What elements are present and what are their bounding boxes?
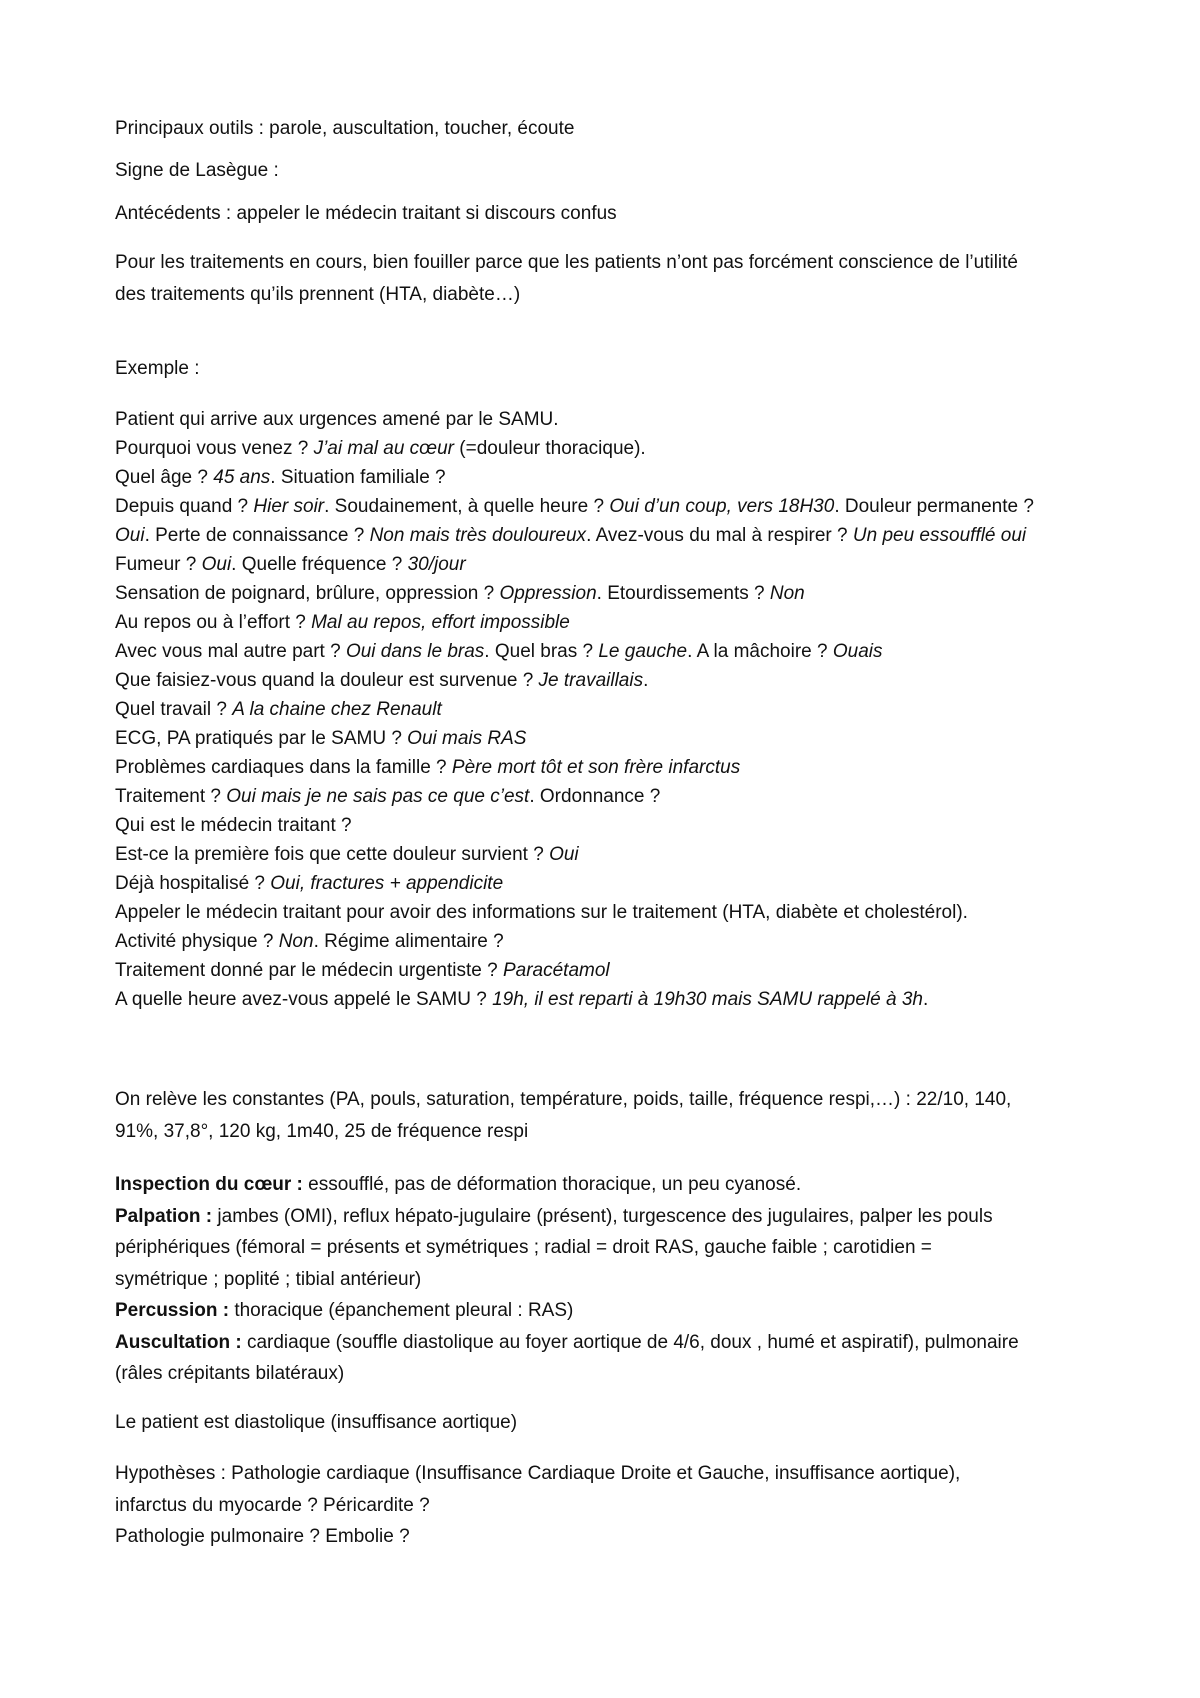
conclusion-paragraph bbox=[115, 1407, 1105, 1439]
hypotheses-line: infarctus du myocarde ? Péricardite ? bbox=[115, 1494, 430, 1516]
dialogue-line bbox=[115, 724, 1105, 753]
dialogue-line bbox=[115, 463, 1105, 492]
antecedents-paragraph bbox=[115, 198, 1105, 230]
percussion-line bbox=[115, 1295, 1105, 1327]
question-text: Est-ce la première fois que cette douleur survient ? bbox=[115, 844, 550, 865]
examen-section bbox=[115, 1169, 1105, 1390]
auscultation-line bbox=[115, 1327, 1105, 1359]
dialogue-line bbox=[115, 637, 1105, 666]
question-text: Pourquoi vous venez ? bbox=[115, 438, 314, 459]
question-text: . bbox=[643, 670, 649, 691]
exemple-line: Exemple : bbox=[115, 358, 200, 379]
dialogue-line bbox=[115, 492, 1105, 521]
dialogue-line bbox=[115, 898, 1105, 927]
traitements-line: Pour les traitements en cours, bien fouiller parce que les patients n’ont pas forcément conscience de l’utilité bbox=[115, 252, 1018, 273]
question-text: (=douleur thoracique). bbox=[454, 438, 646, 459]
question-text: Au repos ou à l’effort ? bbox=[115, 612, 312, 633]
palpation-cont-line: périphériques (fémoral = présents et symétriques ; radial = droit RAS, gauche faible ; carotidien = bbox=[115, 1237, 932, 1258]
question-text: Déjà hospitalisé ? bbox=[115, 873, 271, 894]
patient-answer: Oppression bbox=[499, 583, 597, 604]
dialogue-line bbox=[115, 405, 1105, 434]
conclusion-line: Le patient est diastolique (insuffisance aortique) bbox=[115, 1412, 518, 1433]
question-text: Appeler le médecin traitant pour avoir des informations sur le traitement (HTA, diabète et cholestérol). bbox=[115, 902, 968, 923]
question-text: Quel travail ? bbox=[115, 699, 233, 720]
dialogue-line bbox=[115, 695, 1105, 724]
question-text: A quelle heure avez-vous appelé le SAMU ? bbox=[115, 989, 493, 1010]
inspection-text: essoufflé, pas de déformation thoracique, un peu cyanosé. bbox=[302, 1174, 802, 1195]
patient-answer: Oui, fractures + appendicite bbox=[270, 873, 504, 894]
question-text: Que faisiez-vous quand la douleur est survenue ? bbox=[115, 670, 539, 691]
patient-answer: Oui mais RAS bbox=[407, 728, 527, 749]
percussion-label: Percussion : bbox=[115, 1300, 230, 1321]
question-text: . Douleur permanente ? bbox=[834, 496, 1034, 517]
question-text: Activité physique ? bbox=[115, 931, 279, 952]
patient-answer: A la chaine chez Renault bbox=[232, 699, 442, 720]
question-text: . bbox=[922, 989, 929, 1010]
question-text: . Quel bras ? bbox=[484, 641, 599, 662]
dialogue-line bbox=[115, 840, 1105, 869]
question-text: Traitement ? bbox=[115, 786, 227, 807]
tools-paragraph bbox=[115, 113, 1105, 145]
exemple-heading bbox=[115, 353, 1105, 385]
traitements-paragraph bbox=[115, 247, 1105, 310]
patient-answer: Le gauche bbox=[598, 641, 688, 662]
question-text: . Situation familiale ? bbox=[270, 467, 446, 488]
dialogue-line bbox=[115, 869, 1105, 898]
question-text: . Etourdissements ? bbox=[596, 583, 770, 604]
question-text: . Régime alimentaire ? bbox=[313, 931, 504, 952]
dialogue-line bbox=[115, 666, 1105, 695]
question-text: Fumeur ? bbox=[115, 554, 202, 575]
patient-answer: 30/jour bbox=[407, 554, 466, 575]
auscultation-label: Auscultation : bbox=[115, 1331, 242, 1353]
dialogue-line bbox=[115, 985, 1105, 1014]
hypotheses-line: Hypothèses : Pathologie cardiaque (Insuffisance Cardiaque Droite et Gauche, insuffisance aortique), bbox=[115, 1463, 961, 1484]
dialogue-line bbox=[115, 927, 1105, 956]
patient-answer: Oui dans le bras bbox=[345, 641, 485, 662]
constantes-paragraph bbox=[115, 1084, 1105, 1147]
patient-answer: Paracétamol bbox=[502, 960, 610, 981]
palpation-text: jambes (OMI), reflux hépato-jugulaire (présent), turgescence des jugulaires, palper les pouls bbox=[212, 1205, 993, 1227]
question-text: . A la mâchoire ? bbox=[687, 641, 833, 662]
antecedents-line: Antécédents : appeler le médecin traitant si discours confus bbox=[115, 203, 617, 224]
patient-answer: 19h, il est reparti à 19h30 mais SAMU rappelé à 3h bbox=[492, 989, 923, 1010]
dialogue-line bbox=[115, 434, 1105, 463]
inspection-label: Inspection du cœur : bbox=[115, 1174, 303, 1195]
inspection-line bbox=[115, 1169, 1105, 1201]
dialogue-line bbox=[115, 521, 1105, 550]
question-text: . Soudainement, à quelle heure ? bbox=[324, 496, 610, 517]
patient-answer: Non mais très douloureux bbox=[369, 525, 587, 546]
dialogue-line bbox=[115, 811, 1105, 840]
patient-answer: Non bbox=[278, 931, 314, 952]
question-text: Traitement donné par le médecin urgentiste ? bbox=[115, 960, 503, 981]
patient-answer: J’ai mal au cœur bbox=[313, 438, 454, 459]
dialogue-line bbox=[115, 782, 1105, 811]
question-text: Avec vous mal autre part ? bbox=[115, 641, 346, 662]
traitements-line: des traitements qu’ils prennent (HTA, diabète…) bbox=[115, 283, 521, 305]
patient-answer: Je travaillais bbox=[538, 670, 644, 691]
dialogue-line bbox=[115, 608, 1105, 637]
lasegue-paragraph bbox=[115, 155, 1105, 187]
question-text: Patient qui arrive aux urgences amené par le SAMU. bbox=[115, 409, 559, 430]
palpation-line bbox=[115, 1201, 1105, 1233]
question-text: Qui est le médecin traitant ? bbox=[115, 815, 352, 836]
patient-answer: Hier soir bbox=[253, 496, 325, 517]
hypotheses-paragraph bbox=[115, 1458, 1105, 1553]
patient-answer: Non bbox=[769, 583, 805, 604]
constantes-line: 91%, 37,8°, 120 kg, 1m40, 25 de fréquence respi bbox=[115, 1120, 529, 1142]
dialogue-line bbox=[115, 753, 1105, 782]
question-text: . Ordonnance ? bbox=[529, 786, 661, 807]
question-text: Depuis quand ? bbox=[115, 496, 254, 517]
question-text: Problèmes cardiaques dans la famille ? bbox=[115, 757, 452, 778]
patient-answer: Oui bbox=[549, 844, 579, 865]
patient-answer: Oui d’un coup, vers 18H30 bbox=[609, 496, 835, 517]
question-text: . Quelle fréquence ? bbox=[231, 554, 408, 575]
auscultation-cont-line: (râles crépitants bilatéraux) bbox=[115, 1363, 345, 1384]
lasegue-line: Signe de Lasègue : bbox=[115, 160, 279, 181]
patient-answer: Oui mais je ne sais pas ce que c’est bbox=[226, 786, 530, 807]
patient-answer: Oui bbox=[201, 554, 232, 575]
patient-answer: Un peu essoufflé oui bbox=[852, 525, 1027, 546]
palpation-cont-line: symétrique ; poplité ; tibial antérieur) bbox=[115, 1268, 422, 1290]
dialogue-line bbox=[115, 956, 1105, 985]
auscultation-text: cardiaque (souffle diastolique au foyer aortique de 4/6, doux , humé et aspiratif), pulmonaire bbox=[241, 1331, 1019, 1353]
patient-answer: 45 ans bbox=[213, 467, 271, 488]
question-text: Quel âge ? bbox=[115, 467, 214, 488]
dialogue-line bbox=[115, 550, 1105, 579]
question-text: ECG, PA pratiqués par le SAMU ? bbox=[115, 728, 408, 749]
hypotheses-line: Pathologie pulmonaire ? Embolie ? bbox=[115, 1526, 410, 1547]
tools-line: Principaux outils : parole, auscultation, toucher, écoute bbox=[115, 118, 575, 139]
constantes-line: On relève les constantes (PA, pouls, saturation, température, poids, taille, fréquence respi,…) : 22/10, 140, bbox=[115, 1089, 1012, 1110]
percussion-text: thoracique (épanchement pleural : RAS) bbox=[229, 1300, 574, 1321]
patient-answer: Ouais bbox=[832, 641, 883, 662]
patient-answer: Père mort tôt et son frère infarctus bbox=[451, 757, 741, 778]
dialogue-section bbox=[115, 405, 1105, 1014]
dialogue-line bbox=[115, 579, 1105, 608]
patient-answer: Oui bbox=[115, 525, 145, 546]
question-text: Sensation de poignard, brûlure, oppression ? bbox=[115, 583, 500, 604]
question-text: . Perte de connaissance ? bbox=[144, 525, 370, 546]
patient-answer: Mal au repos, effort impossible bbox=[311, 612, 570, 633]
question-text: . Avez-vous du mal à respirer ? bbox=[586, 525, 853, 546]
palpation-label: Palpation : bbox=[115, 1205, 213, 1227]
